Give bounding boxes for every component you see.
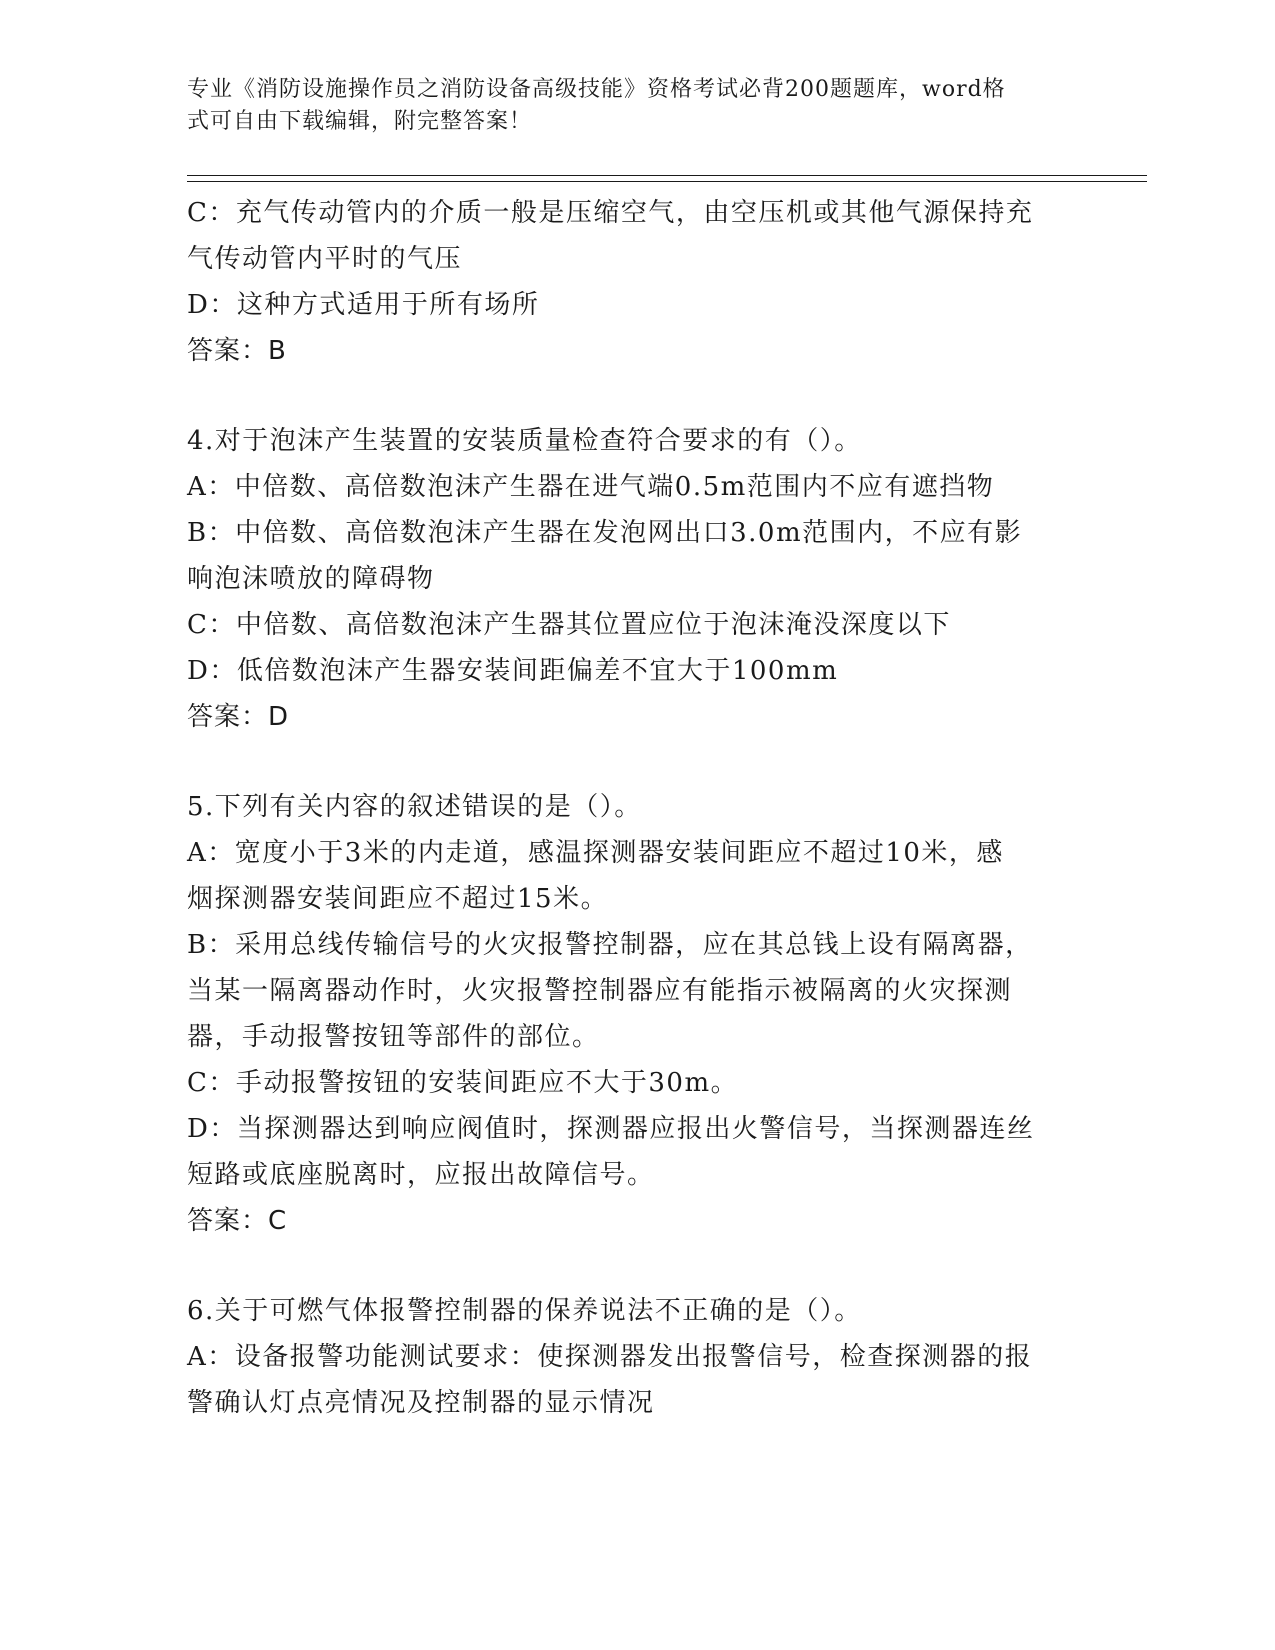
q5-option-d-line-2: 短路或底座脱离时，应报出故障信号。 (187, 1160, 655, 1190)
q4-answer: 答案：D (187, 702, 290, 732)
question-3-fragment (187, 190, 1087, 374)
q4-option-c: C：中倍数、高倍数泡沫产生器其位置应位于泡沫淹没深度以下 (187, 610, 951, 640)
q5-option-a-line-2: 烟探测器安装间距应不超过15米。 (187, 884, 609, 914)
question-5 (187, 784, 1087, 1244)
q4-option-a: A：中倍数、高倍数泡沫产生器在进气端0.5m范围内不应有遮挡物 (187, 472, 995, 502)
q5-question: 5.下列有关内容的叙述错误的是（）。 (187, 792, 642, 822)
q5-option-d-line-1: D：当探测器达到响应阀值时，探测器应报出火警信号，当探测器连丝 (187, 1114, 1035, 1144)
q5-answer: 答案：C (187, 1206, 288, 1236)
question-4 (187, 418, 1087, 740)
q5-option-a-line-1: A：宽度小于3米的内走道，感温探测器安装间距应不超过10米，感 (187, 838, 1004, 868)
document-header (187, 74, 1087, 138)
question-6 (187, 1288, 1087, 1426)
document-body (187, 190, 1087, 1426)
q3-option-d: D：这种方式适用于所有场所 (187, 290, 540, 320)
q5-option-b-line-3: 器，手动报警按钮等部件的部位。 (187, 1022, 600, 1052)
q5-option-c: C：手动报警按钮的安装间距应不大于30m。 (187, 1068, 739, 1098)
q6-question: 6.关于可燃气体报警控制器的保养说法不正确的是（）。 (187, 1296, 862, 1326)
q4-option-d: D：低倍数泡沫产生器安装间距偏差不宜大于100mm (187, 656, 839, 686)
q4-question: 4.对于泡沫产生装置的安装质量检查符合要求的有（）。 (187, 426, 862, 456)
header-divider-top (187, 175, 1147, 176)
q3-answer: 答案：B (187, 336, 287, 366)
header-line-1: 专业《消防设施操作员之消防设备高级技能》资格考试必背200题题库，word格 (187, 77, 1006, 102)
q5-option-b-line-2: 当某一隔离器动作时，火灾报警控制器应有能指示被隔离的火灾探测 (187, 976, 1013, 1006)
header-divider-bottom (187, 181, 1147, 182)
q4-option-b-line-2: 响泡沫喷放的障碍物 (187, 564, 435, 594)
q6-option-a-line-1: A：设备报警功能测试要求：使探测器发出报警信号，检查探测器的报 (187, 1342, 1033, 1372)
header-line-2: 式可自由下载编辑，附完整答案！ (187, 109, 533, 134)
q6-option-a-line-2: 警确认灯点亮情况及控制器的显示情况 (187, 1388, 655, 1418)
q5-option-b-line-1: B：采用总线传输信号的火灾报警控制器，应在其总钱上设有隔离器， (187, 930, 1033, 960)
q3-option-c-line-2: 气传动管内平时的气压 (187, 244, 463, 274)
q3-option-c-line-1: C：充气传动管内的介质一般是压缩空气，由空压机或其他气源保持充 (187, 198, 1034, 228)
q4-option-b-line-1: B：中倍数、高倍数泡沫产生器在发泡网出口3.0m范围内，不应有影 (187, 518, 1023, 548)
